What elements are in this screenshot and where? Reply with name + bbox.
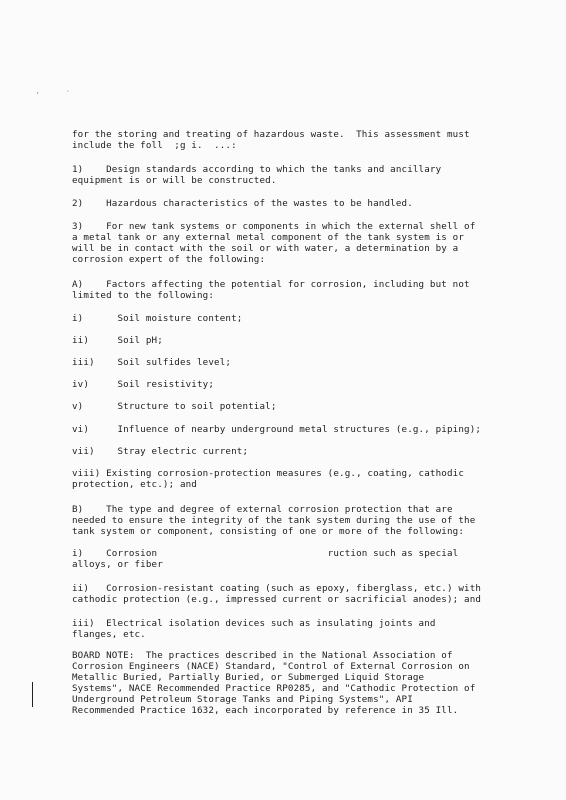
board-note-line: Underground Petroleum Storage Tanks and Piping Systems", API [72, 694, 413, 705]
board-note-line: Corrosion Engineers (NACE) Standard, "Control of External Corrosion on [72, 661, 470, 672]
board-note-line: Metallic Buried, Partially Buried, or Submerged Liquid Storage [72, 672, 425, 683]
text-line: 2) Hazardous characteristics of the wastes to be handled. [72, 198, 413, 209]
scan-mark: , [36, 88, 40, 95]
board-note-line: Recommended Practice 1632, each incorporated by reference in 35 Ill. [72, 705, 459, 716]
text-line: limited to the following: [72, 290, 215, 301]
text-line: needed to ensure the integrity of the tank system during the use of the [72, 515, 476, 526]
text-line: corrosion expert of the following: [72, 254, 266, 265]
text-line: for the storing and treating of hazardous waste. This assessment must [72, 129, 470, 140]
margin-revision-bar [32, 682, 33, 707]
list-item: viii) Existing corrosion-protection measures (e.g., coating, cathodic [72, 468, 465, 479]
board-note-line: Systems", NACE Recommended Practice RP0285, and "Cathodic Protection of [72, 683, 476, 694]
list-item: iv) Soil resistivity; [72, 379, 215, 390]
list-item: i) Corrosion ruction such as special [72, 548, 459, 559]
text-line: equipment is or will be constructed. [72, 175, 277, 186]
list-item: alloys, or fiber [72, 559, 163, 570]
board-note-line: BOARD NOTE: The practices described in the National Association of [72, 650, 453, 661]
text-line: B) The type and degree of external corrosion protection that are [72, 504, 453, 515]
text-line: a metal tank or any external metal component of the tank system is or [72, 232, 465, 243]
text-line: include the foll ;g i. ...: [72, 140, 237, 151]
list-item: v) Structure to soil potential; [72, 401, 277, 412]
text-line: A) Factors affecting the potential for corrosion, including but not [72, 279, 470, 290]
list-item: flanges, etc. [72, 629, 146, 640]
list-item: iii) Electrical isolation devices such as insulating joints and [72, 618, 436, 629]
list-item: iii) Soil sulfides level; [72, 357, 232, 368]
list-item: ii) Corrosion-resistant coating (such as epoxy, fiberglass, etc.) with [72, 583, 482, 594]
list-item: vii) Stray electric current; [72, 446, 249, 457]
list-item: vi) Influence of nearby underground metal structures (e.g., piping); [72, 424, 482, 435]
text-line: will be in contact with the soil or with water, a determination by a [72, 243, 459, 254]
list-item: protection, etc.); and [72, 479, 197, 490]
scan-mark: · [66, 88, 70, 95]
list-item: cathodic protection (e.g., impressed current or sacrificial anodes); and [72, 594, 482, 605]
text-line: tank system or component, consisting of one or more of the following: [72, 526, 465, 537]
list-item: ii) Soil pH; [72, 335, 163, 346]
text-line: 1) Design standards according to which the tanks and ancillary [72, 164, 442, 175]
text-line: 3) For new tank systems or components in which the external shell of [72, 221, 476, 232]
list-item: i) Soil moisture content; [72, 313, 243, 324]
